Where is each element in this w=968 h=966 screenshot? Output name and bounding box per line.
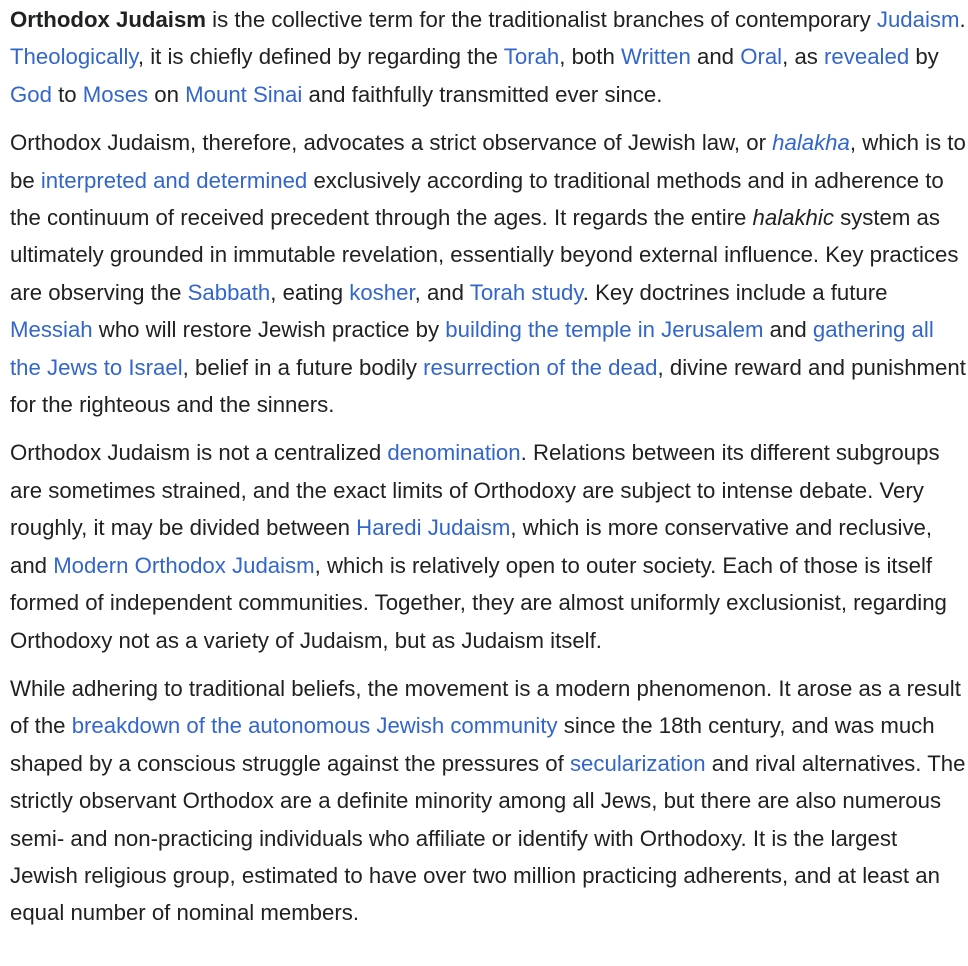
text-run: and rival alternatives. The strictly observant Orthodox are a definite minority among all Jews, but there are also numerous semi- and non-practicing individuals who affiliate or identify with Orthodoxy. It is the largest Jewish religious group, estimated to have over two million practicing adherents, and at least an equal number of nominal members. bbox=[10, 750, 966, 926]
text-run: , divine reward and punishment for the righteous and the sinners. bbox=[10, 354, 966, 418]
text-run: While adhering to traditional beliefs, the movement is a modern phenomenon. It arose as a result of the bbox=[10, 675, 961, 739]
text-run: , it is chiefly defined by regarding the bbox=[137, 44, 504, 70]
text-run: is the collective term for the traditionalist branches of contemporary bbox=[206, 7, 877, 32]
link-torah-study[interactable]: Torah study bbox=[469, 279, 583, 305]
paragraph-practices bbox=[10, 124, 966, 423]
text-run: system as ultimately grounded in immutable revelation, essentially beyond external influence. Key practices are observing the bbox=[10, 205, 959, 305]
text-run: . bbox=[959, 7, 966, 32]
text-run: . Key doctrines include a future bbox=[582, 279, 888, 305]
link-interpreted-and-determined[interactable]: interpreted and determined bbox=[40, 167, 308, 193]
text-run: since the 18th century, and was much shaped by a conscious struggle against the pressures of bbox=[10, 713, 935, 776]
text-run: , both bbox=[559, 44, 621, 70]
text-run: to bbox=[51, 81, 83, 107]
text-run: . Relations between its different subgroups are sometimes strained, and the exact limits of Orthodoxy are subject to intense debate. Very roughly, it may be divided between bbox=[10, 440, 940, 541]
text-run: , which is more conservative and reclusive, and bbox=[10, 515, 933, 578]
text-run: on bbox=[148, 81, 186, 107]
paragraph-subgroups bbox=[10, 434, 966, 658]
link-theologically[interactable]: Theologically bbox=[10, 44, 138, 70]
link-mount-sinai[interactable]: Mount Sinai bbox=[185, 81, 303, 107]
text-run: , which is relatively open to outer society. Each of those is itself formed of independent communities. Together, they are almost uniformly exclusionist, regarding Orthodoxy not as a variety of Judaism, but as Judaism itself. bbox=[10, 552, 947, 653]
text-run: and faithfully transmitted ever since. bbox=[302, 81, 663, 107]
link-torah[interactable]: Torah bbox=[503, 44, 560, 70]
link-resurrection-of-the-dead[interactable]: resurrection of the dead bbox=[423, 354, 658, 380]
text-run: , eating bbox=[270, 279, 350, 305]
text-run: , belief in a future bodily bbox=[182, 354, 424, 380]
link-denomination[interactable]: denomination bbox=[387, 440, 521, 466]
paragraph-intro bbox=[10, 1, 966, 113]
link-oral[interactable]: Oral bbox=[740, 44, 783, 70]
link-god[interactable]: God bbox=[10, 81, 52, 107]
italic-term: halakhic bbox=[752, 205, 834, 231]
text-run: and bbox=[690, 44, 741, 70]
link-halakha[interactable]: halakha bbox=[772, 130, 850, 156]
link-breakdown-of-the-autonomous-jewish-community[interactable]: breakdown of the autonomous Jewish community bbox=[71, 713, 558, 739]
link-secularization[interactable]: secularization bbox=[569, 750, 706, 776]
text-run: , and bbox=[414, 279, 470, 305]
link-haredi-judaism[interactable]: Haredi Judaism bbox=[356, 515, 511, 541]
link-judaism[interactable]: Judaism bbox=[876, 7, 960, 32]
text-run: exclusively according to traditional methods and in adherence to the continuum of received precedent through the ages. It regards the entire bbox=[10, 167, 944, 231]
text-run: , which is to be bbox=[10, 130, 966, 193]
link-sabbath[interactable]: Sabbath bbox=[187, 279, 271, 305]
text-run: who will restore Jewish practice by bbox=[92, 317, 446, 343]
article-subject-bold: Orthodox Judaism bbox=[10, 7, 207, 32]
link-messiah[interactable]: Messiah bbox=[10, 317, 93, 343]
text-run: , as bbox=[782, 44, 825, 70]
link-modern-orthodox-judaism[interactable]: Modern Orthodox Judaism bbox=[53, 552, 315, 578]
link-written[interactable]: Written bbox=[620, 44, 691, 70]
link-building-the-temple-in-jerusalem[interactable]: building the temple in Jerusalem bbox=[445, 317, 764, 343]
text-run: and bbox=[763, 317, 813, 343]
link-gathering-all-the-jews-to-israel[interactable]: gathering all the Jews to Israel bbox=[10, 317, 934, 380]
paragraph-history bbox=[10, 670, 966, 932]
text-run: by bbox=[909, 44, 939, 70]
article-body bbox=[10, 0, 966, 932]
link-moses[interactable]: Moses bbox=[82, 81, 149, 107]
text-run: Orthodox Judaism, therefore, advocates a strict observance of Jewish law, or bbox=[10, 130, 773, 156]
text-run: Orthodox Judaism is not a centralized bbox=[10, 440, 388, 466]
link-kosher[interactable]: kosher bbox=[349, 279, 415, 305]
link-revealed[interactable]: revealed bbox=[824, 44, 910, 70]
